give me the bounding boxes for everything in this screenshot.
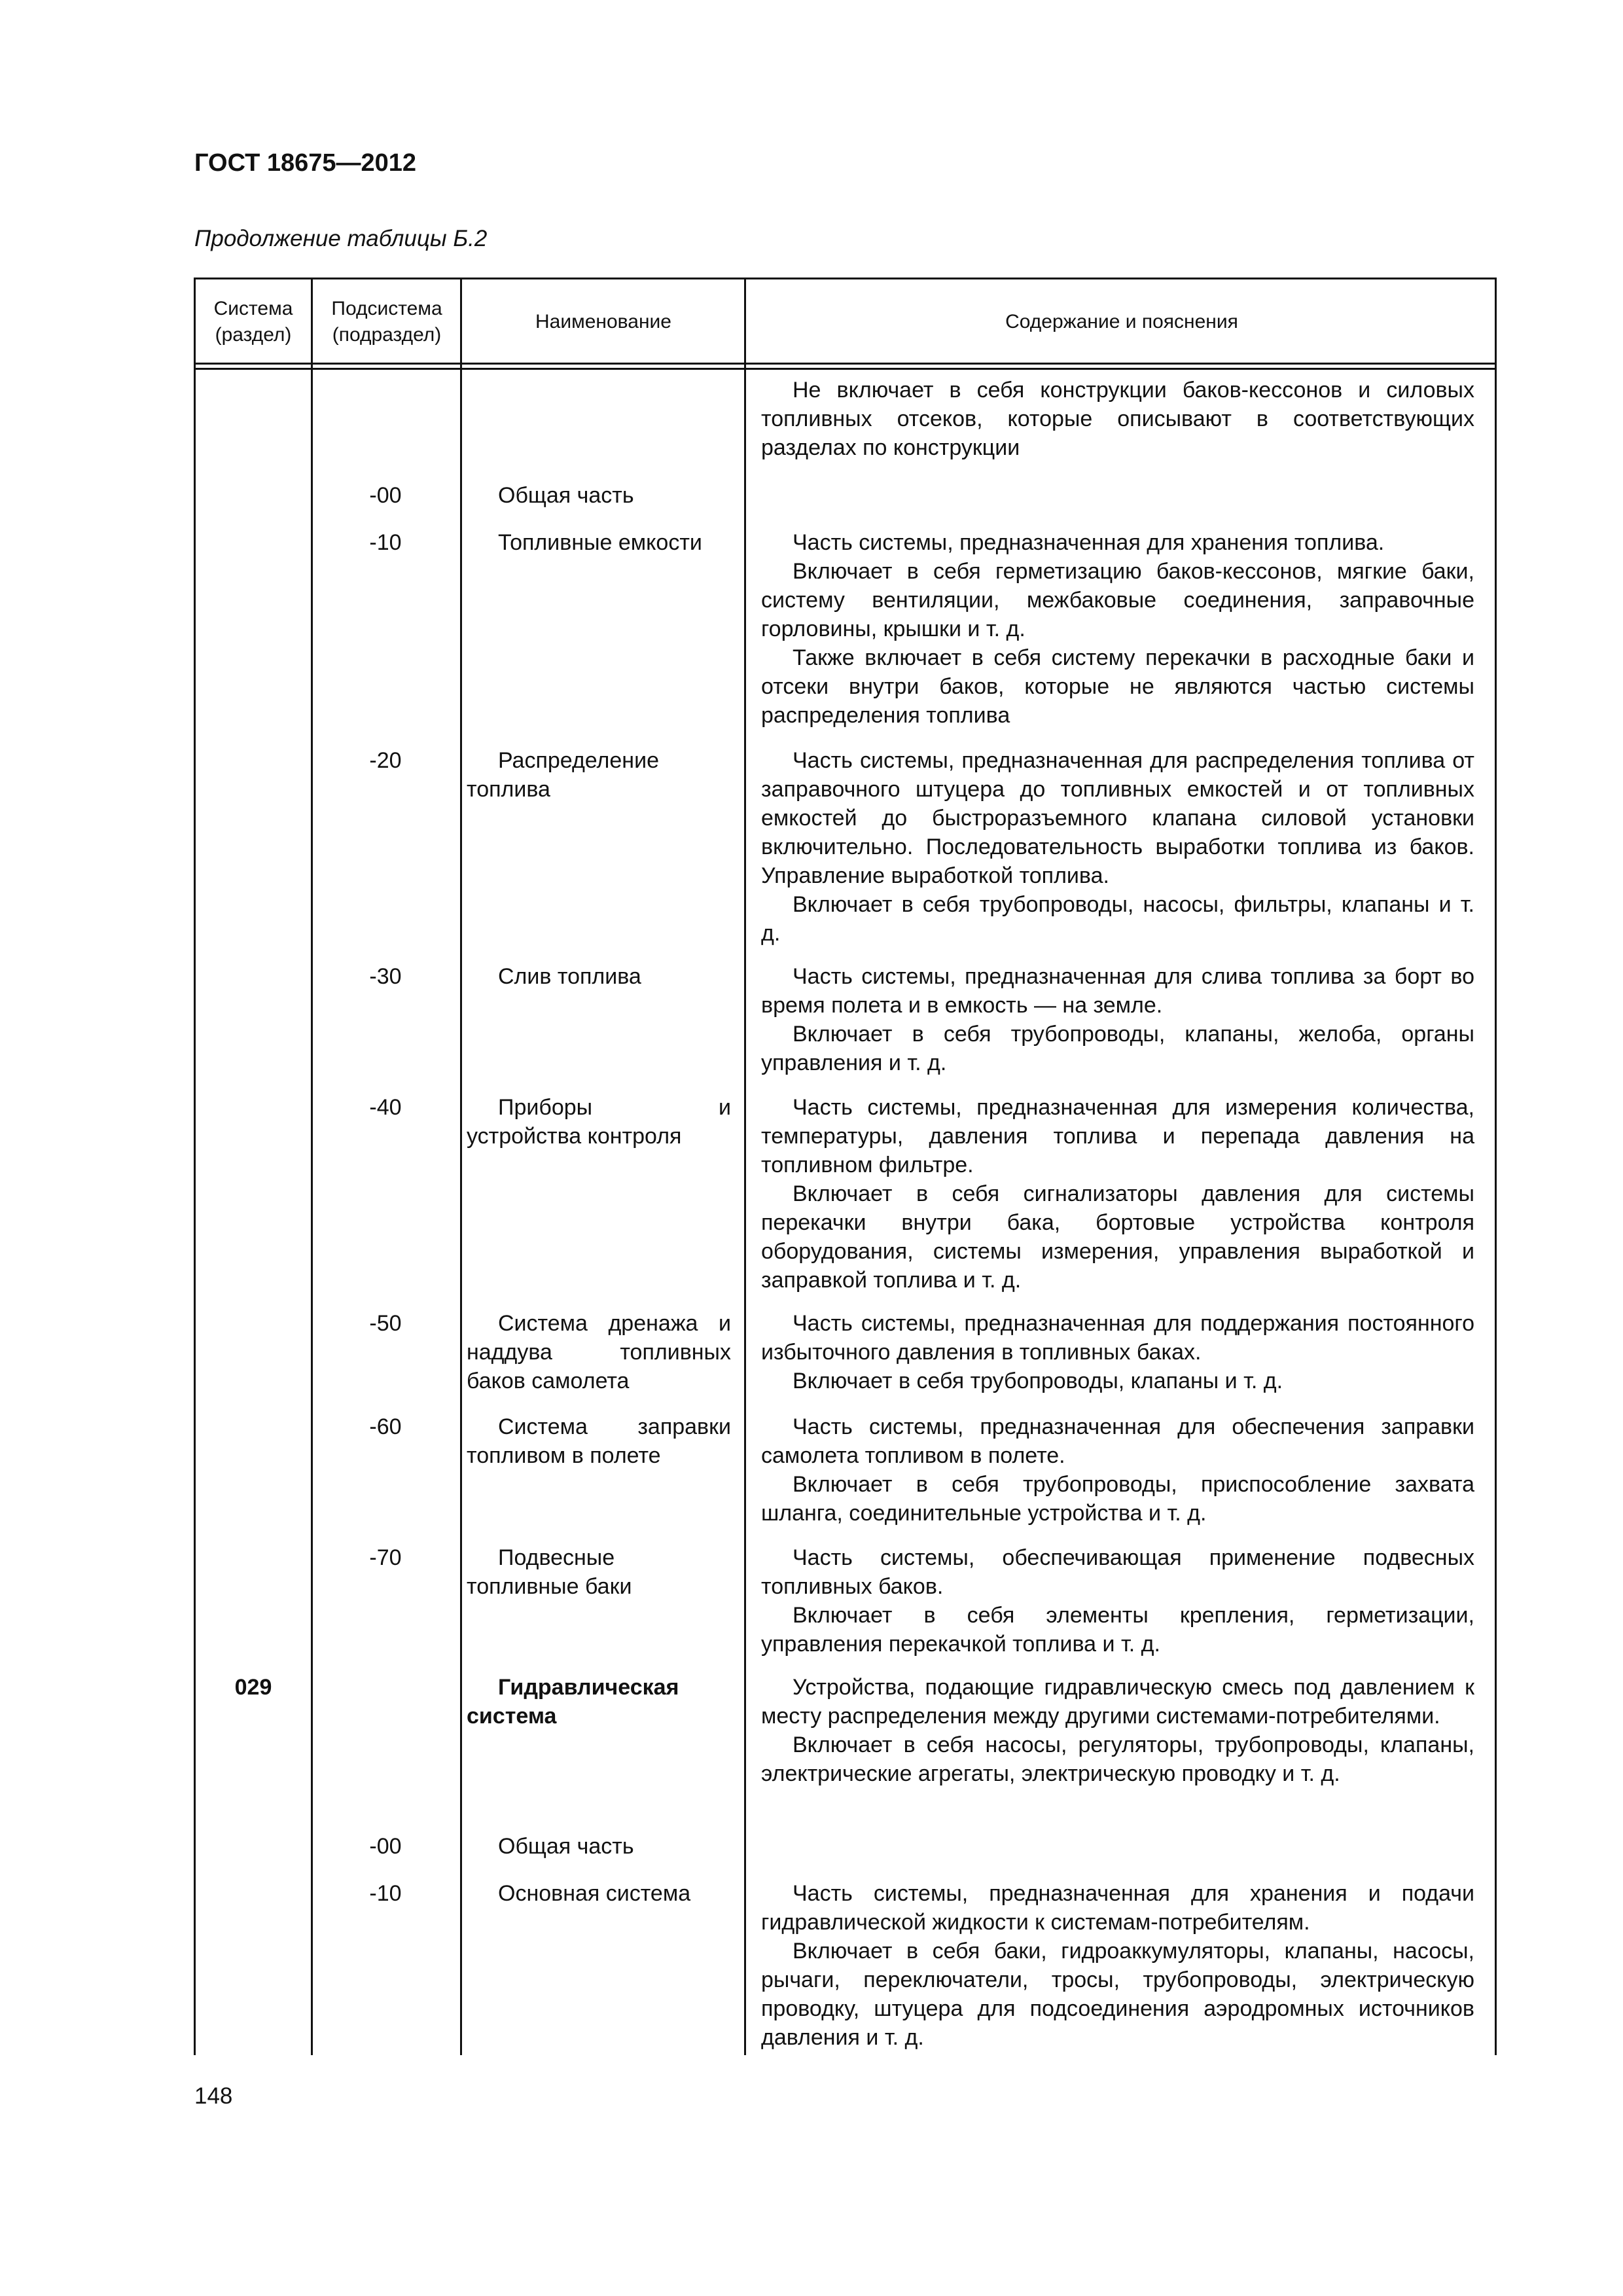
content-paragraph: Включает в себя элементы крепления, герметизации, управления перекачкой топлива и т. д.: [761, 1603, 1474, 1657]
name-cell: [467, 1309, 731, 1395]
name-cell: [467, 528, 731, 557]
content-cell: [761, 1879, 1474, 2052]
content-paragraph: Включает в себя насосы, регуляторы, трубопроводы, клапаны, электрические агрегаты, электрическую проводку и т. д.: [761, 1732, 1474, 1786]
content-cell: [761, 1412, 1474, 1528]
subsystem-code-cell: -30: [369, 964, 402, 989]
name-cell: [467, 962, 731, 991]
name-text: Общая часть: [498, 1834, 634, 1859]
content-cell: [761, 746, 1474, 948]
subsystem-code-cell: -60: [369, 1414, 402, 1439]
content-cell: [761, 1093, 1474, 1295]
content-cell: [761, 528, 1474, 730]
content-paragraph: Часть системы, обеспечивающая применение подвесных топливных баков.: [761, 1545, 1474, 1599]
content-paragraph: Часть системы, предназначенная для хранения и подачи гидравлической жидкости к системам-потребителям.: [761, 1881, 1474, 1935]
name-cell: [467, 1543, 731, 1601]
name-text: Подвесные топливные баки: [467, 1545, 632, 1599]
name-text: Система заправки топливом в полете: [467, 1414, 731, 1468]
content-paragraph: Включает в себя трубопроводы, насосы, фильтры, клапаны и т. д.: [761, 892, 1474, 946]
system-code-cell: 029: [234, 1675, 272, 1700]
content-paragraph: Часть системы, предназначенная для поддержания постоянного избыточного давления в топливных баках.: [761, 1311, 1474, 1365]
column-divider: [460, 279, 462, 2055]
subsystem-code-cell: -10: [369, 1881, 402, 1906]
subsystem-code-cell: -00: [369, 483, 402, 508]
header-subsystem: Подсистема (подраздел): [331, 298, 442, 346]
header-name: Наименование: [535, 311, 671, 332]
name-text: Топливные емкости: [498, 530, 702, 555]
subsystem-code-cell: -10: [369, 530, 402, 555]
document-header: ГОСТ 18675—2012: [194, 149, 417, 177]
name-text: Общая часть: [498, 483, 634, 508]
name-text: Гидравлическая система: [467, 1675, 679, 1729]
content-paragraph: Включает в себя сигнализаторы давления для системы перекачки внутри бака, бортовые устройства контроля оборудования, системы измерения, управления выработкой и заправкой топлива и т. д.: [761, 1181, 1474, 1293]
name-text: Система дренажа и наддува топливных баков самолета: [467, 1311, 731, 1393]
content-paragraph: Включает в себя герметизацию баков-кессонов, мягкие баки, систему вентиляции, межбаковые соединения, заправочные горловины, крышки и т. д.: [761, 559, 1474, 641]
subsystem-code-cell: -40: [369, 1095, 402, 1120]
name-cell: [467, 1673, 731, 1731]
classification-table: [194, 278, 1497, 2055]
subsystem-code-cell: -70: [369, 1545, 402, 1570]
subsystem-code-cell: -00: [369, 1834, 402, 1859]
content-paragraph: Включает в себя трубопроводы, клапаны, желоба, органы управления и т. д.: [761, 1022, 1474, 1075]
header-system: Система (раздел): [213, 298, 293, 346]
content-cell: [761, 962, 1474, 1077]
content-paragraph: Включает в себя баки, гидроаккумуляторы, клапаны, насосы, рычаги, переключатели, тросы, трубопроводы, электрическую проводку, штуцера для подсоединения аэродромных источников давления и т. д.: [761, 1939, 1474, 2050]
name-text: Приборы и устройства контроля: [467, 1095, 731, 1149]
name-text: Основная система: [498, 1881, 691, 1906]
name-cell: [467, 481, 731, 510]
name-cell: [467, 1093, 731, 1151]
name-cell: [467, 746, 731, 804]
content-paragraph: Включает в себя трубопроводы, приспособление захвата шланга, соединительные устройства и т. д.: [761, 1472, 1474, 1526]
page-number: 148: [194, 2083, 233, 2109]
name-cell: [467, 1832, 731, 1861]
name-text: Слив топлива: [498, 964, 641, 989]
header-content: Содержание и пояснения: [1005, 311, 1238, 332]
subsystem-code-cell: -20: [369, 748, 402, 773]
content-paragraph: Часть системы, предназначенная для хранения топлива.: [793, 530, 1385, 555]
content-cell: [761, 1673, 1474, 1788]
subsystem-code-cell: -50: [369, 1311, 402, 1336]
column-divider: [744, 279, 746, 2055]
name-text: Распределение топлива: [467, 748, 659, 802]
content-paragraph: Не включает в себя конструкции баков-кессонов и силовых топливных отсеков, которые описывают в соответствующих разделах по конструкции: [761, 378, 1474, 460]
table-caption: Продолжение таблицы Б.2: [194, 226, 488, 251]
content-cell: [761, 1309, 1474, 1395]
content-cell: [761, 376, 1474, 462]
content-paragraph: Устройства, подающие гидравлическую смесь под давлением к месту распределения между другими системами-потребителями.: [761, 1675, 1474, 1729]
content-paragraph: Часть системы, предназначенная для распределения топлива от заправочного штуцера до топливных емкостей и от топливных емкостей до быстроразъемного клапана силовой установки включительно. Последовательность выработки топлива из баков. Управление выработкой топлива.: [761, 748, 1474, 888]
name-cell: [467, 1879, 731, 1908]
content-paragraph: Часть системы, предназначенная для слива топлива за борт во время полета и в емкость — на земле.: [761, 964, 1474, 1018]
name-cell: [467, 1412, 731, 1470]
content-paragraph: Также включает в себя систему перекачки в расходные баки и отсеки внутри баков, которые не являются частью системы распределения топлива: [761, 645, 1474, 728]
content-paragraph: Включает в себя трубопроводы, клапаны и т. д.: [793, 1369, 1283, 1393]
content-cell: [761, 1543, 1474, 1659]
header-divider: [196, 368, 1495, 370]
content-paragraph: Часть системы, предназначенная для измерения количества, температуры, давления топлива и перепада давления на топливном фильтре.: [761, 1095, 1474, 1177]
content-paragraph: Часть системы, предназначенная для обеспечения заправки самолета топливом в полете.: [761, 1414, 1474, 1468]
